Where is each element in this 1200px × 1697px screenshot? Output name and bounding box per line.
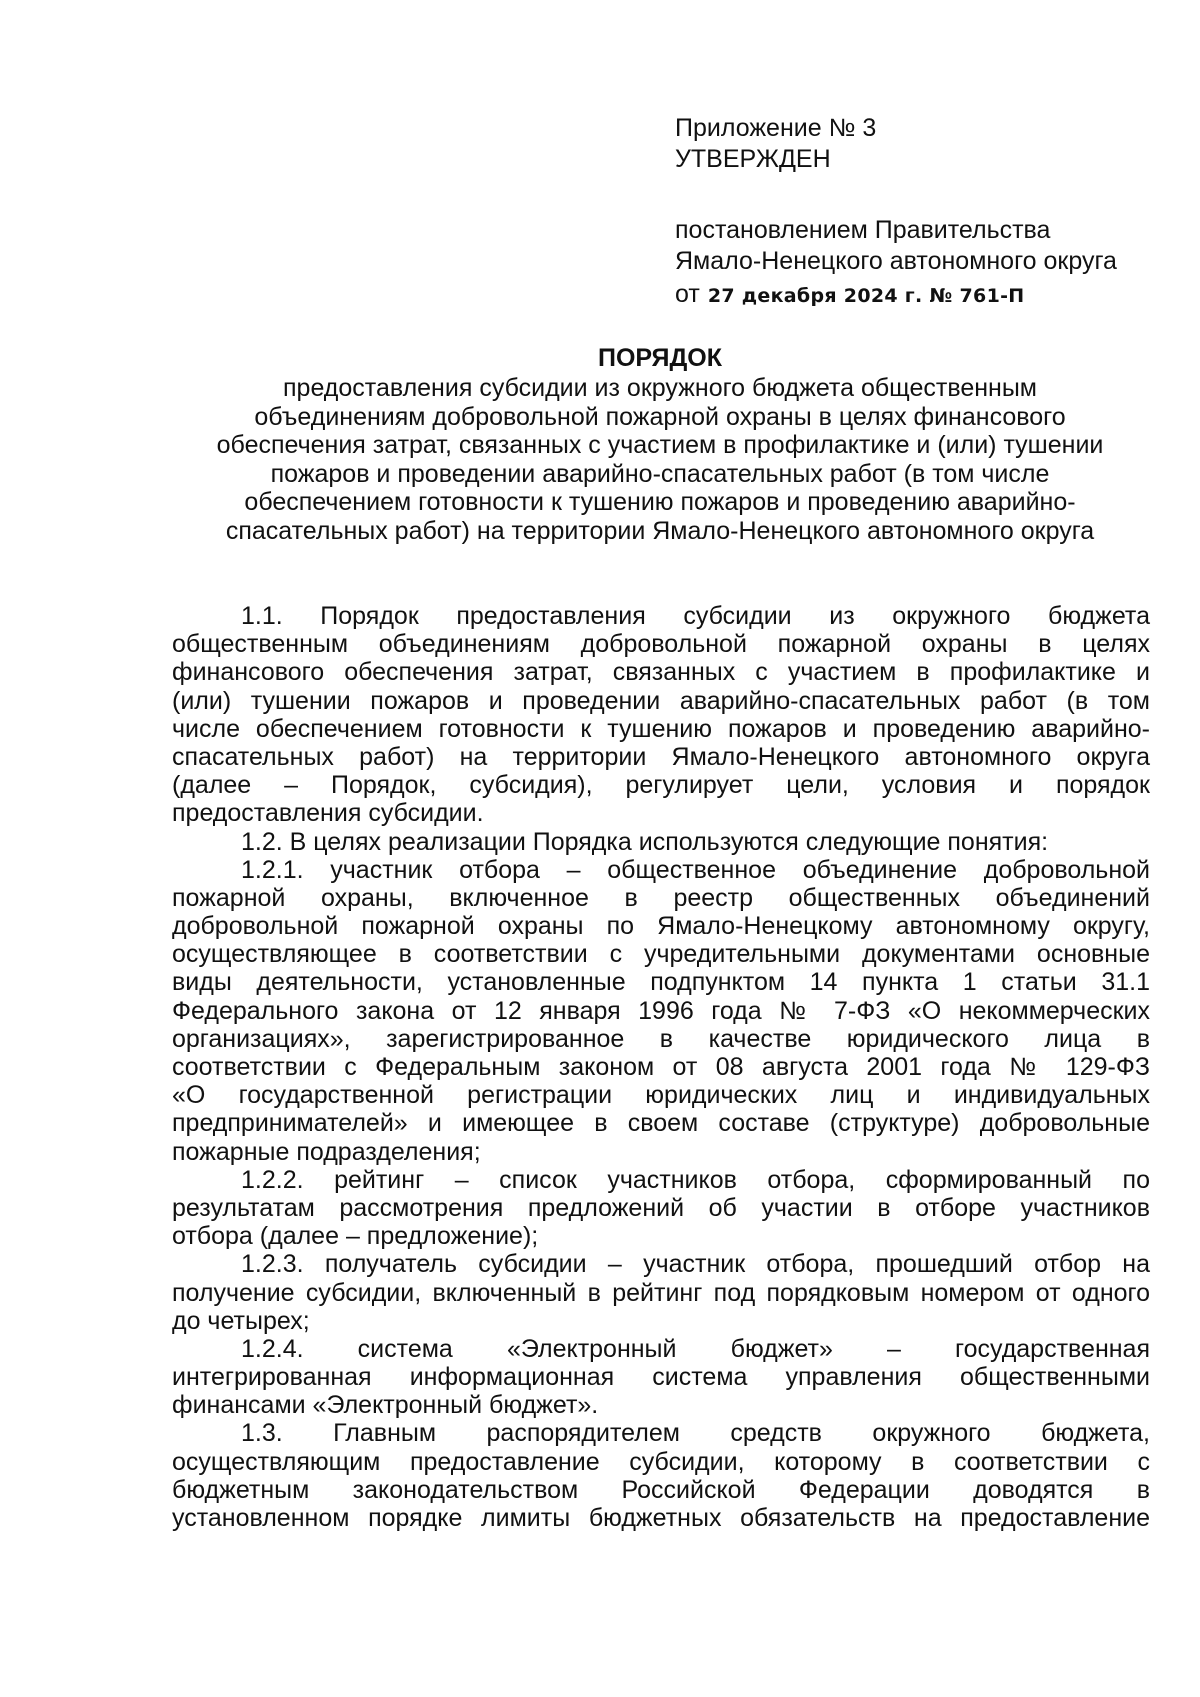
paragraph xyxy=(172,828,1150,856)
paragraph xyxy=(172,1166,1150,1251)
paragraph-line: финансового обеспечения затрат, связанных с участием в профилактике и xyxy=(172,658,1150,687)
paragraph xyxy=(172,602,1150,828)
paragraph-line: финансами «Электронный бюджет». xyxy=(172,1391,599,1420)
paragraph-line: результатам рассмотрения предложений об участии в отборе участников xyxy=(172,1193,1150,1222)
approved-label: УТВЕРЖДЕН xyxy=(675,145,831,173)
paragraph-line: «О государственной регистрации юридических лиц и индивидуальных xyxy=(172,1081,1150,1110)
paragraph-line: (или) тушении пожаров и проведении аварийно-спасательных работ (в том xyxy=(172,686,1150,715)
paragraph xyxy=(172,1419,1150,1532)
paragraph-line: 1.2.1. участник отбора – общественное объединение добровольной xyxy=(241,855,1150,884)
document-subtitle xyxy=(170,374,1150,545)
paragraph-line: 1.2.3. получатель субсидии – участник отбора, прошедший отбор на xyxy=(241,1250,1150,1279)
document-title: ПОРЯДОК xyxy=(598,344,722,372)
paragraph-line: отбора (далее – предложение); xyxy=(172,1222,539,1251)
issuer-line-2: Ямало-Ненецкого автономного округа xyxy=(675,247,1117,275)
paragraph-line: пожарные подразделения; xyxy=(172,1137,481,1166)
approval-stamp xyxy=(675,113,1155,312)
paragraph-line: (далее – Порядок, субсидия), регулирует цели, условия и порядок xyxy=(172,771,1150,800)
paragraph-line: интегрированная информационная система управления общественными xyxy=(172,1363,1150,1392)
paragraph-line: общественным объединениям добровольной пожарной охраны в целях xyxy=(172,630,1150,659)
paragraph xyxy=(172,1335,1150,1420)
paragraph-line: бюджетным законодательством Российской Федерации доводятся в xyxy=(172,1475,1150,1504)
paragraph-line: получение субсидии, включенный в рейтинг под порядковым номером от одного xyxy=(172,1278,1150,1307)
paragraph-line: 1.2.4. система «Электронный бюджет» – государственная xyxy=(241,1334,1150,1363)
document-body xyxy=(172,602,1150,1532)
subtitle-line: объединениям добровольной пожарной охраны в целях финансового xyxy=(254,402,1066,431)
paragraph-line: 1.2.2. рейтинг – список участников отбора, сформированный по xyxy=(241,1165,1150,1194)
paragraph xyxy=(172,1250,1150,1335)
approval-date-line xyxy=(675,279,1155,312)
paragraph-line: спасательных работ) на территории Ямало-Ненецкого автономного округа xyxy=(172,742,1150,771)
paragraph-line: числе обеспечением готовности к тушению пожаров и проведению аварийно- xyxy=(172,714,1150,743)
paragraph-line: предпринимателей» и имеющее в своем составе (структуре) добровольные xyxy=(172,1109,1150,1138)
subtitle-line: спасательных работ) на территории Ямало-Ненецкого автономного округа xyxy=(225,516,1095,545)
paragraph-line: 1.3. Главным распорядителем средств окружного бюджета, xyxy=(241,1419,1150,1448)
paragraph-line: установленном порядке лимиты бюджетных обязательств на предоставление xyxy=(172,1504,1150,1532)
subtitle-line: пожаров и проведении аварийно-спасательных работ (в том числе xyxy=(270,459,1050,488)
paragraph-line: виды деятельности, установленные подпунктом 14 пункта 1 статьи 31.1 xyxy=(172,968,1150,997)
paragraph-line: пожарной охраны, включенное в реестр общественных объединений xyxy=(172,883,1150,912)
paragraph-line: осуществляющим предоставление субсидии, которому в соответствии с xyxy=(172,1447,1150,1476)
appendix-number: Приложение № 3 xyxy=(675,114,877,142)
paragraph-line: 1.1. Порядок предоставления субсидии из окружного бюджета xyxy=(241,602,1150,630)
subtitle-line: предоставления субсидии из окружного бюджета общественным xyxy=(283,374,1037,402)
subtitle-line: обеспечением готовности к тушению пожаров и проведению аварийно- xyxy=(244,488,1076,516)
approval-date-value: 27 декабря 2024 г. № 761-П xyxy=(707,285,1025,307)
paragraph-line: добровольной пожарной охраны по Ямало-Ненецкому автономному округу, xyxy=(172,912,1150,941)
paragraph-line: осуществляющее в соответствии с учредительными документами основные xyxy=(172,940,1150,969)
paragraph-line: до четырех; xyxy=(172,1306,310,1335)
date-prefix: от xyxy=(675,280,700,308)
issuer-line-1: постановлением Правительства xyxy=(675,216,1051,244)
paragraph-line: Федерального закона от 12 января 1996 года № 7-ФЗ «О некоммерческих xyxy=(172,996,1150,1025)
paragraph-line: соответствии с Федеральным законом от 08 августа 2001 года № 129-ФЗ xyxy=(172,1053,1150,1081)
paragraph-line: предоставления субсидии. xyxy=(172,799,484,828)
paragraph xyxy=(172,856,1150,1166)
subtitle-line: обеспечения затрат, связанных с участием в профилактике и (или) тушении xyxy=(216,431,1104,459)
paragraph-line: организациях», зарегистрированное в качестве юридического лица в xyxy=(172,1024,1150,1053)
paragraph-line: 1.2. В целях реализации Порядка используются следующие понятия: xyxy=(241,827,1049,856)
